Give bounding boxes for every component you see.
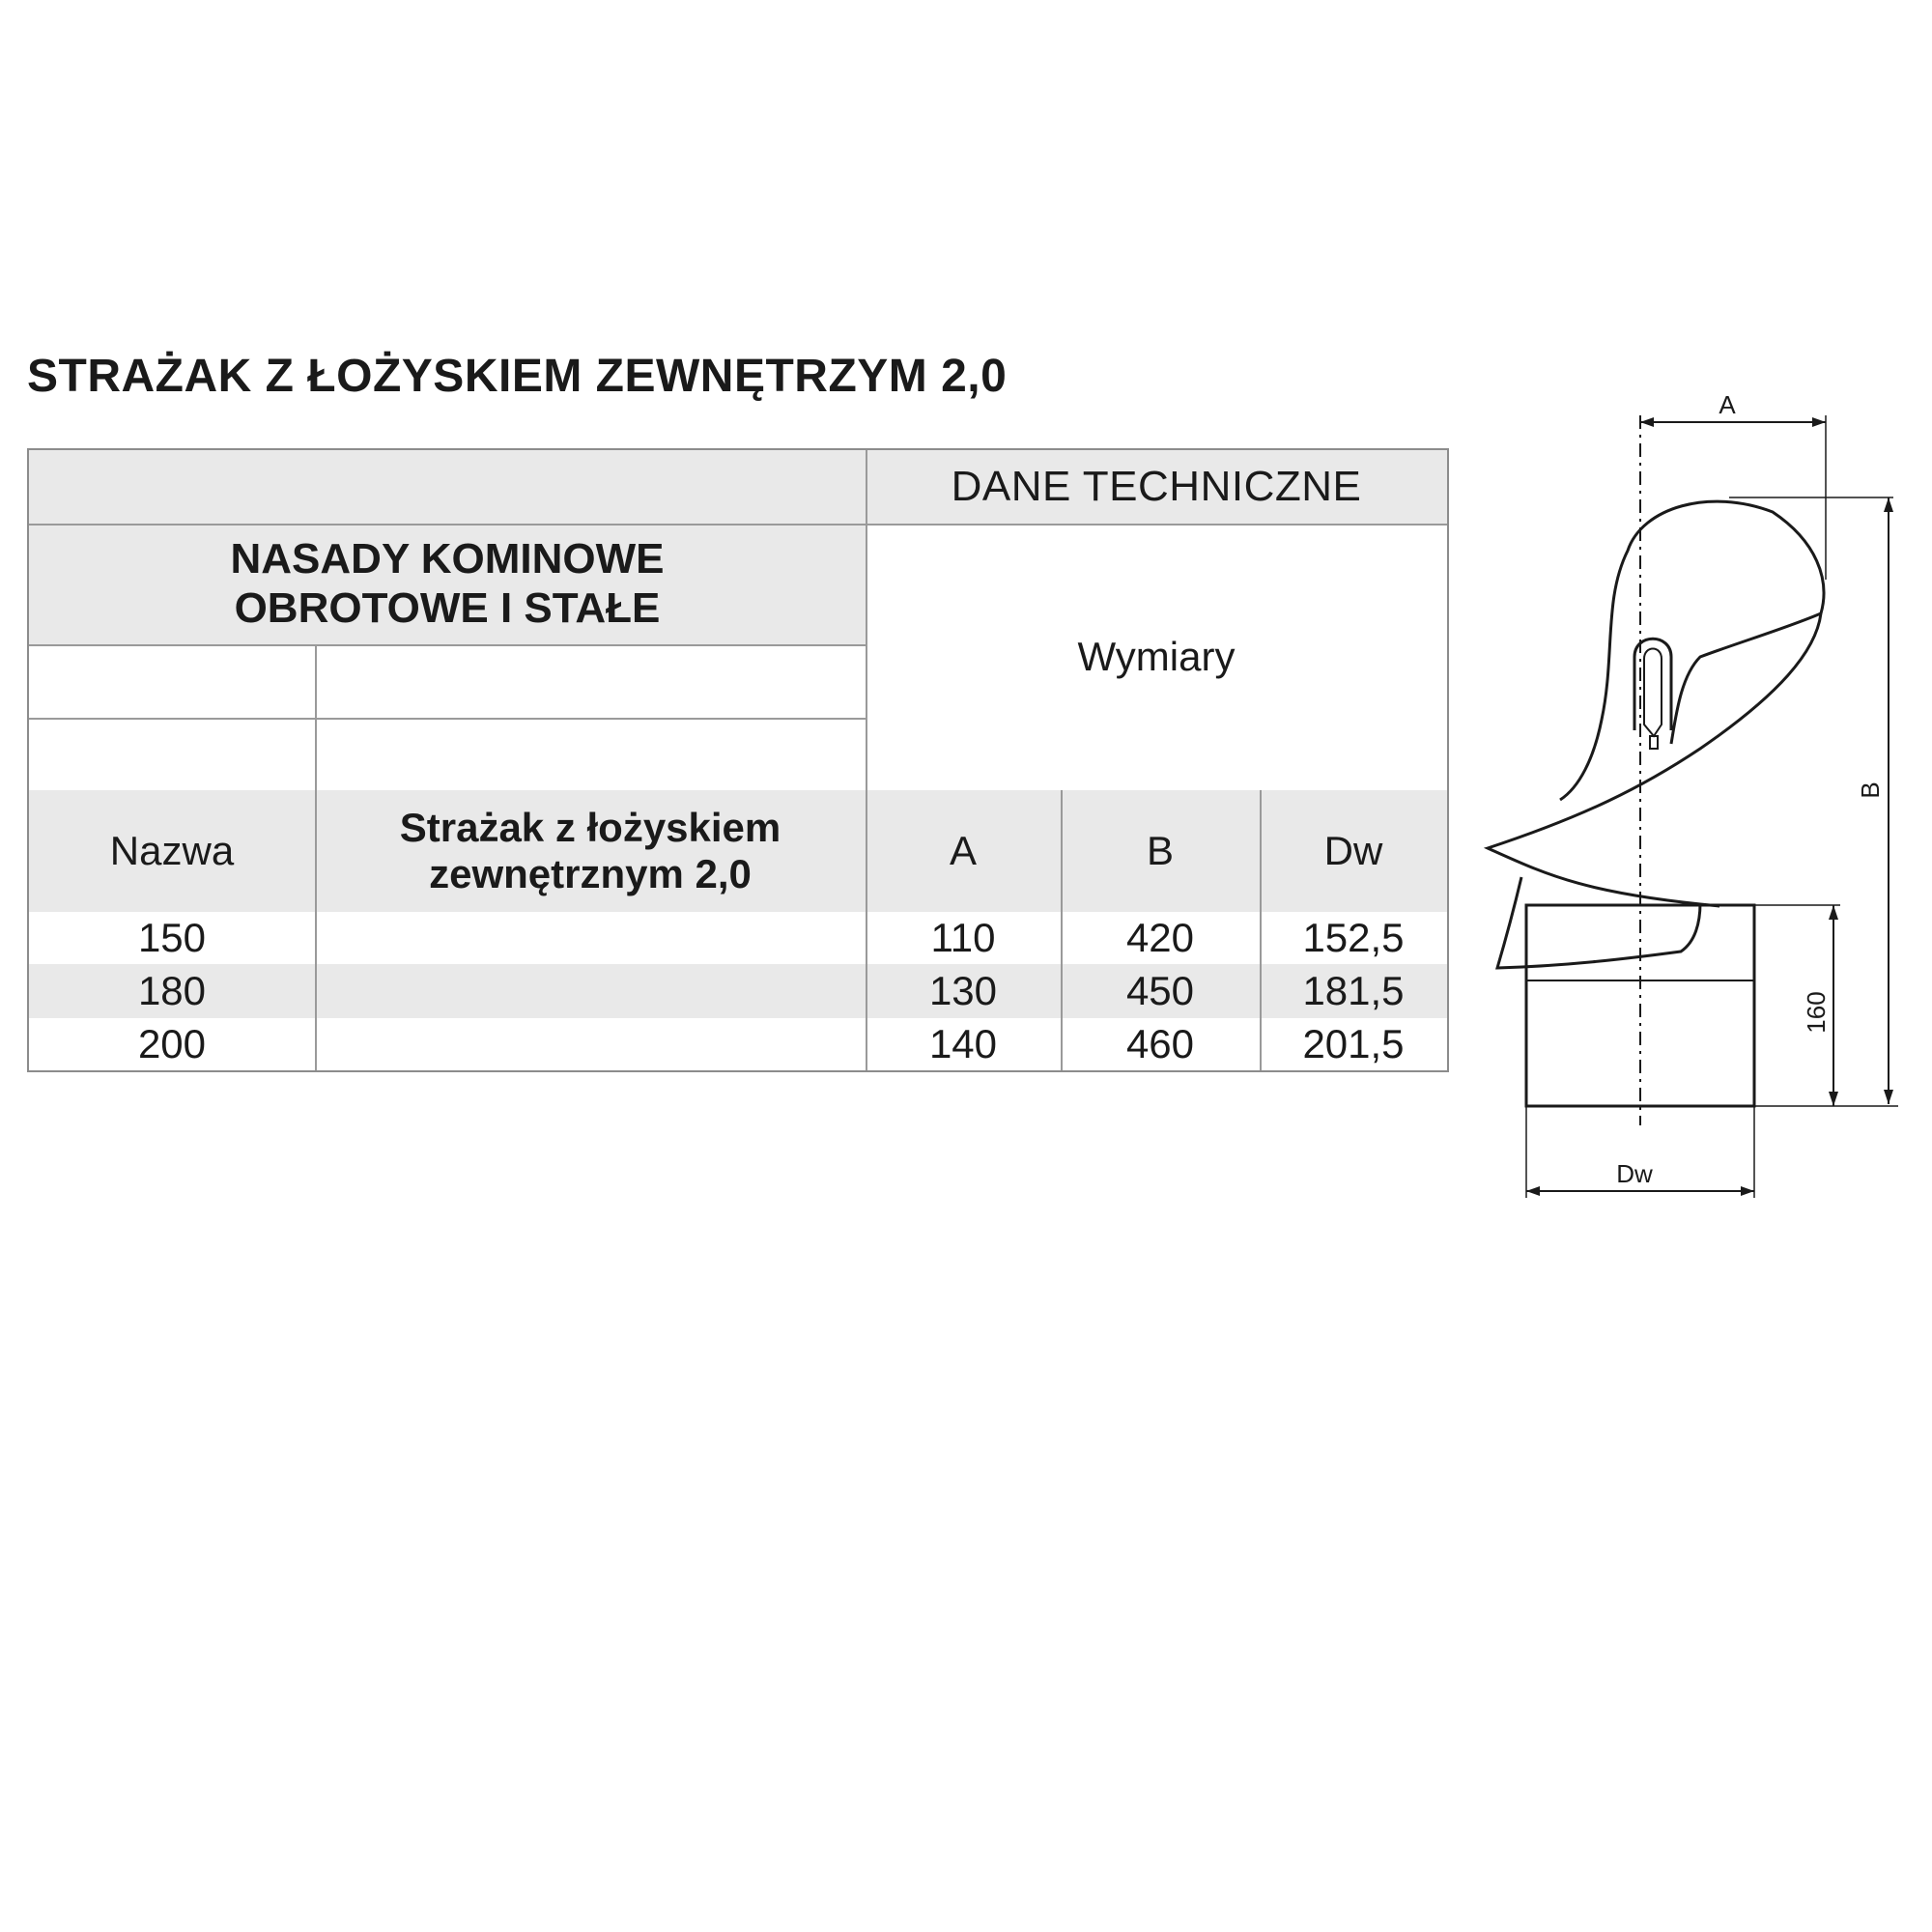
technical-drawing	[1468, 377, 1913, 1208]
row-3-b: 460	[1125, 1020, 1195, 1066]
group-header: DANE TECHNICZNE	[951, 462, 1362, 510]
cowl-hood-outline	[1488, 501, 1824, 906]
spec-table	[27, 448, 1449, 1072]
row-1-a: 110	[930, 914, 996, 960]
col-header-product-line2: zewnętrznym 2,0	[429, 851, 752, 896]
col-header-product-line1: Strażak z łożyskiem	[399, 804, 781, 850]
row-2-name: 180	[137, 967, 207, 1013]
row-2-a: 130	[928, 967, 998, 1013]
left-group-header	[29, 524, 866, 645]
col-header-dw: Dw	[1323, 827, 1383, 873]
col-header-product	[315, 790, 866, 912]
row-3-name: 200	[137, 1020, 207, 1066]
left-group-header-line1: NASADY KOMINOWE	[230, 535, 665, 583]
dimension-label-b: B	[1856, 781, 1885, 799]
row-3-a: 140	[928, 1020, 998, 1066]
row-1-b: 420	[1125, 914, 1195, 960]
row-2-dw: 181,5	[1302, 967, 1405, 1013]
bearing-rod	[1650, 736, 1658, 749]
dimensions-label: Wymiary	[1077, 633, 1236, 679]
row-3-dw: 201,5	[1302, 1020, 1405, 1066]
bearing-slot-inner	[1644, 649, 1662, 737]
row-2-b: 450	[1125, 967, 1195, 1013]
col-header-name: Nazwa	[109, 827, 235, 873]
row-1-name: 150	[137, 914, 207, 960]
left-group-header-line2: OBROTOWE I STAŁE	[234, 584, 661, 632]
col-header-a: A	[949, 827, 977, 873]
dimension-label-a: A	[1719, 390, 1736, 419]
col-header-b: B	[1146, 827, 1174, 873]
dimension-label-dw: Dw	[1616, 1159, 1653, 1188]
cowl-back-edge	[1671, 613, 1821, 744]
dimension-label-160: 160	[1802, 991, 1831, 1034]
row-1-dw: 152,5	[1302, 914, 1405, 960]
page-title: STRAŻAK Z ŁOŻYSKIEM ZEWNĘTRZYM 2,0	[27, 351, 1008, 402]
